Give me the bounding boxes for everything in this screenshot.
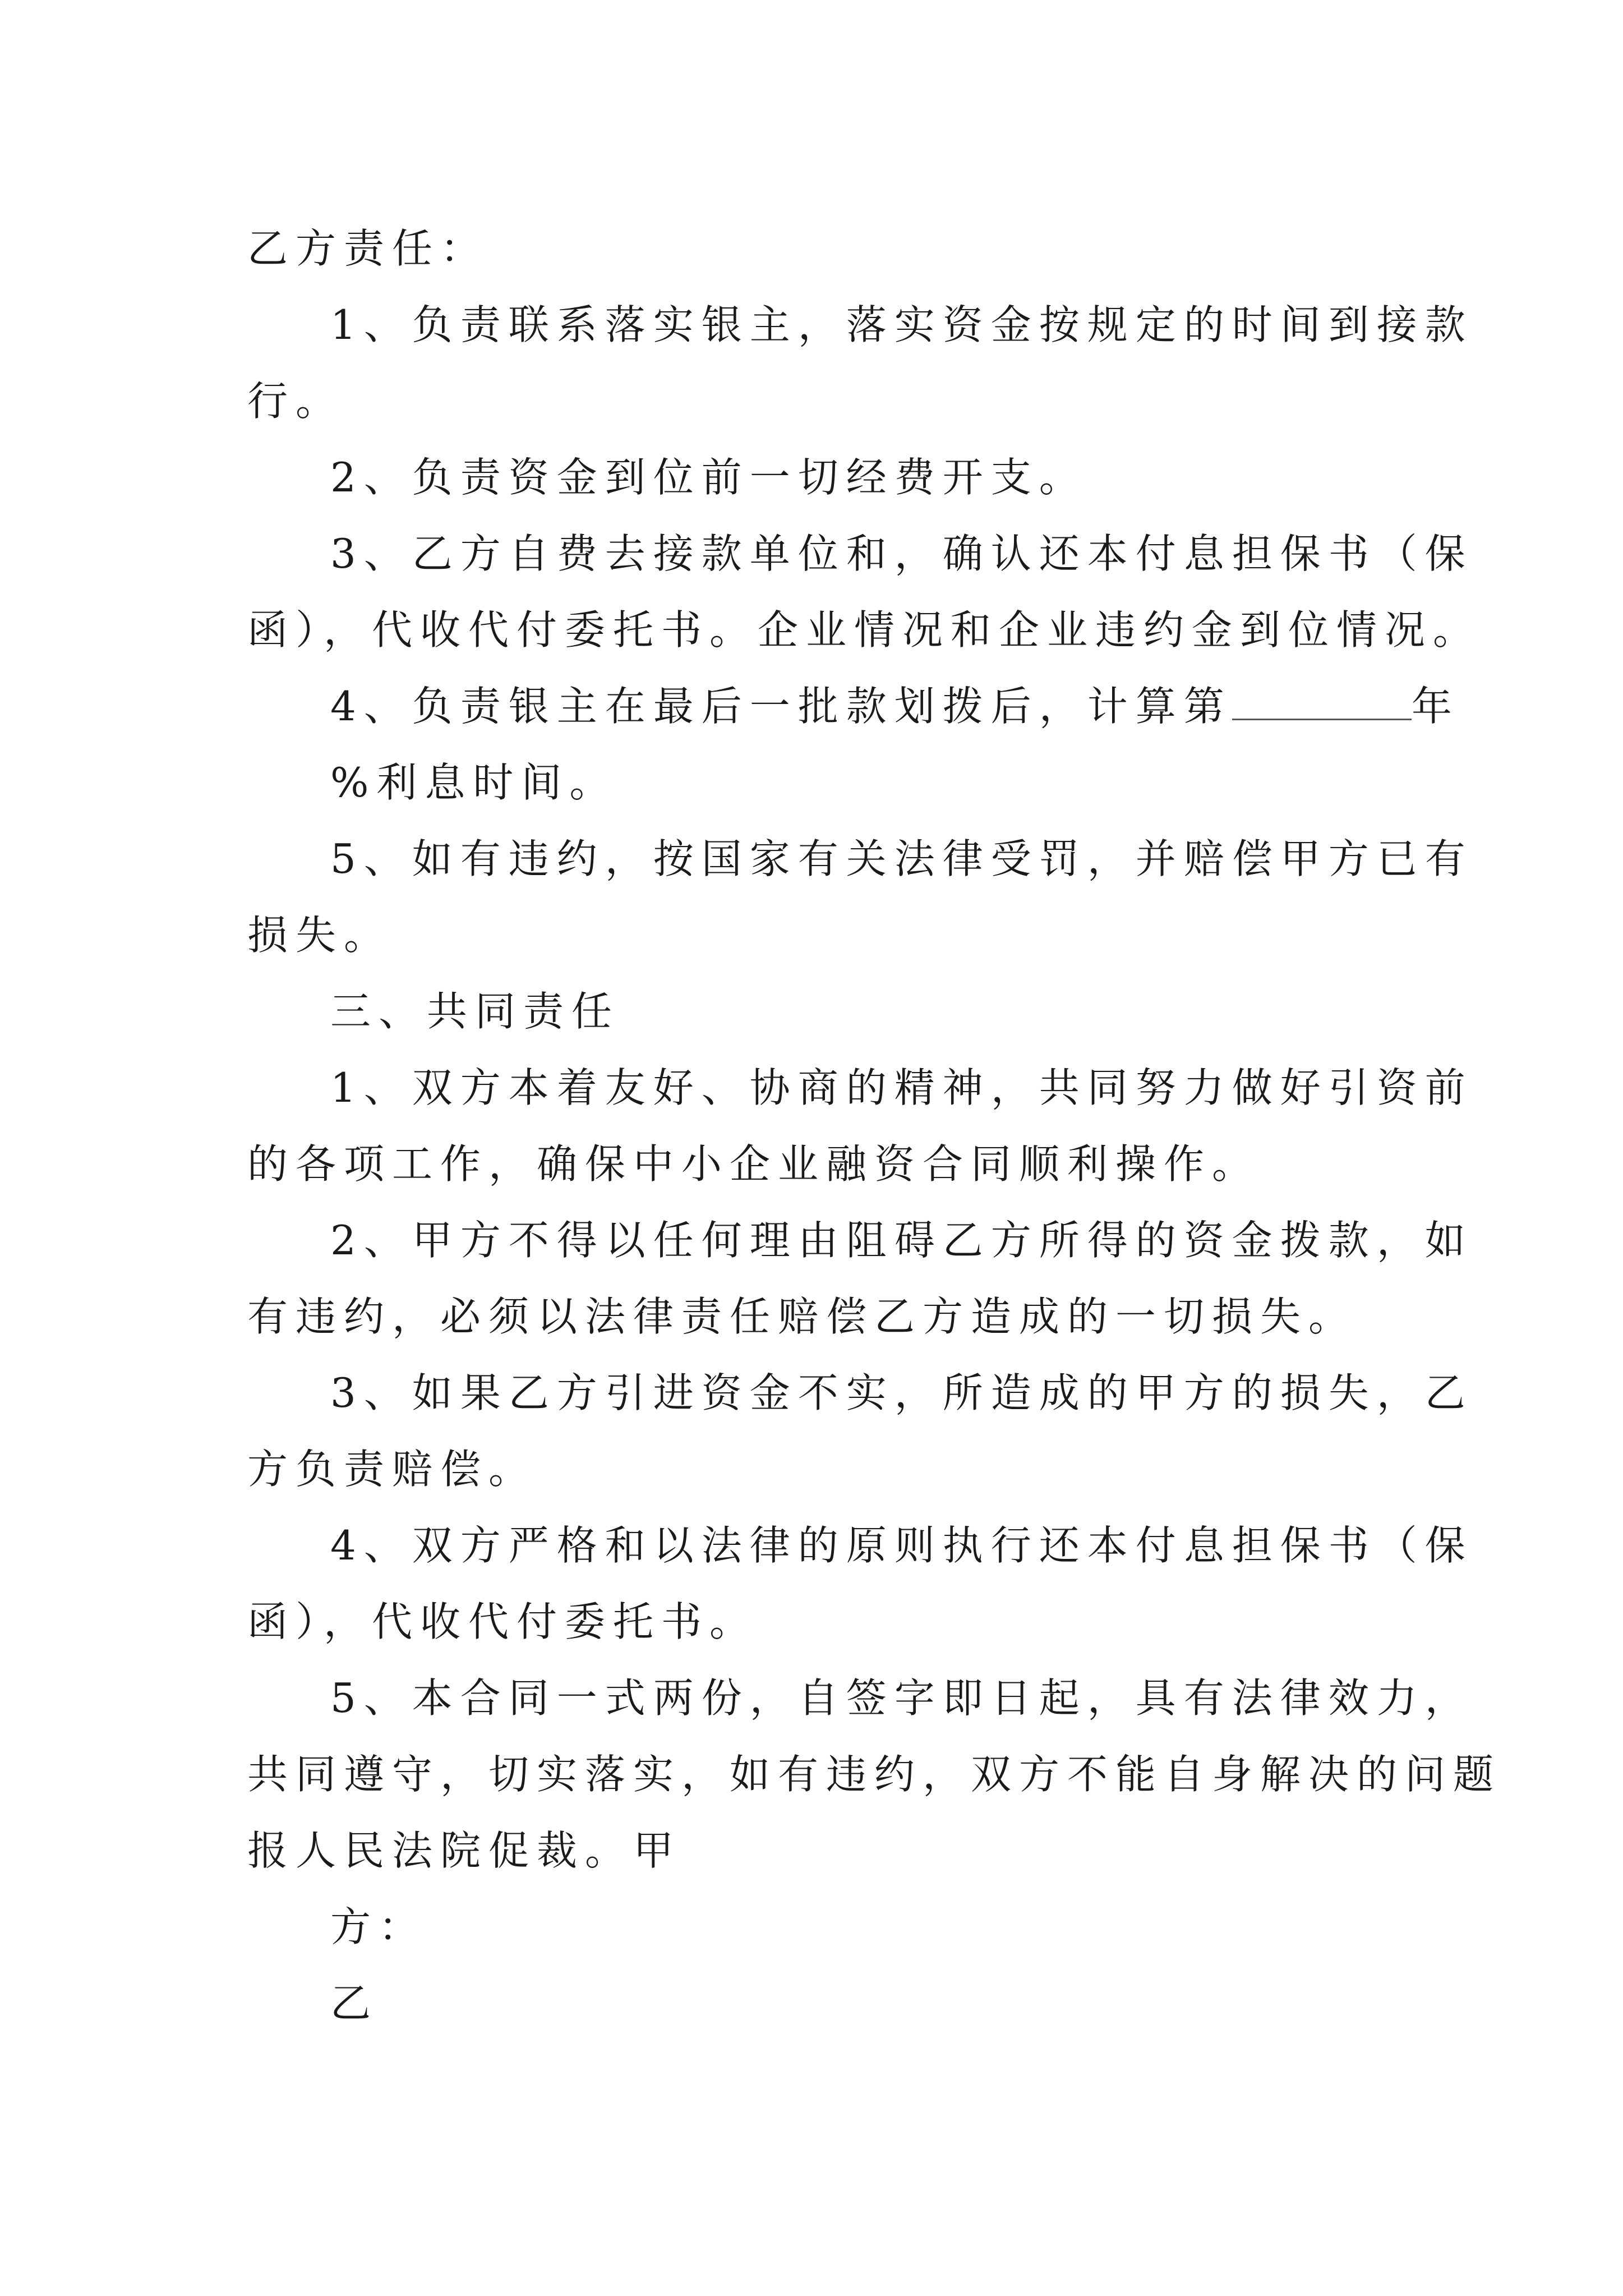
paragraph-line: 4、双方严格和以法律的原则执行还本付息担保书（保	[330, 1522, 1473, 1569]
paragraph-line: 1、双方本着友好、协商的精神，共同努力做好引资前	[330, 1064, 1473, 1111]
paragraph-line: 的各项工作，确保中小企业融资合同顺利操作。	[247, 1140, 1261, 1188]
section-heading: 三、共同责任	[330, 988, 620, 1035]
signature-line-party-b: 乙	[330, 1980, 379, 2027]
paragraph-line: 5、如有违约，按国家有关法律受罚，并赔偿甲方已有	[330, 835, 1473, 882]
paragraph-line: 函），代收代付委托书。	[247, 1598, 758, 1645]
paragraph-line: %利息时间。	[330, 759, 618, 806]
paragraph-line: 共同遵守，切实落实，如有违约，双方不能自身解决的问题	[247, 1751, 1502, 1798]
paragraph-line	[247, 668, 1460, 744]
paragraph-line: 2、负责资金到位前一切经费开支。	[330, 454, 1087, 501]
paragraph-line: 5、本合同一式两份，自签字即日起，具有法律效力，	[330, 1674, 1473, 1722]
paragraph-text: 年	[1411, 683, 1460, 730]
paragraph-line: 有违约，必须以法律责任赔偿乙方造成的一切损失。	[247, 1293, 1357, 1340]
paragraph-line: 损失。	[247, 912, 393, 959]
paragraph-line: 报人民法院促裁。甲	[247, 1827, 682, 1874]
fill-in-blank	[1232, 685, 1412, 720]
paragraph-line: 行。	[247, 378, 344, 425]
paragraph-line: 3、乙方自费去接款单位和，确认还本付息担保书（保	[330, 530, 1473, 577]
paragraph-line: 3、如果乙方引进资金不实，所造成的甲方的损失，乙	[330, 1369, 1473, 1416]
paragraph-line: 方负责赔偿。	[247, 1446, 537, 1493]
paragraph-text: 4、负责银主在最后一批款划拨后，计算第	[330, 683, 1232, 730]
paragraph-line: 1、负责联系落实银主，落实资金按规定的时间到接款	[330, 301, 1473, 348]
document-body	[247, 210, 1502, 2041]
paragraph-line: 函），代收代付委托书。企业情况和企业违约金到位情况。	[247, 606, 1482, 654]
paragraph-line: 2、甲方不得以任何理由阻碍乙方所得的资金拨款，如	[330, 1217, 1473, 1264]
signature-line-party-a: 方：	[330, 1903, 427, 1950]
section-heading: 乙方责任：	[247, 225, 489, 272]
